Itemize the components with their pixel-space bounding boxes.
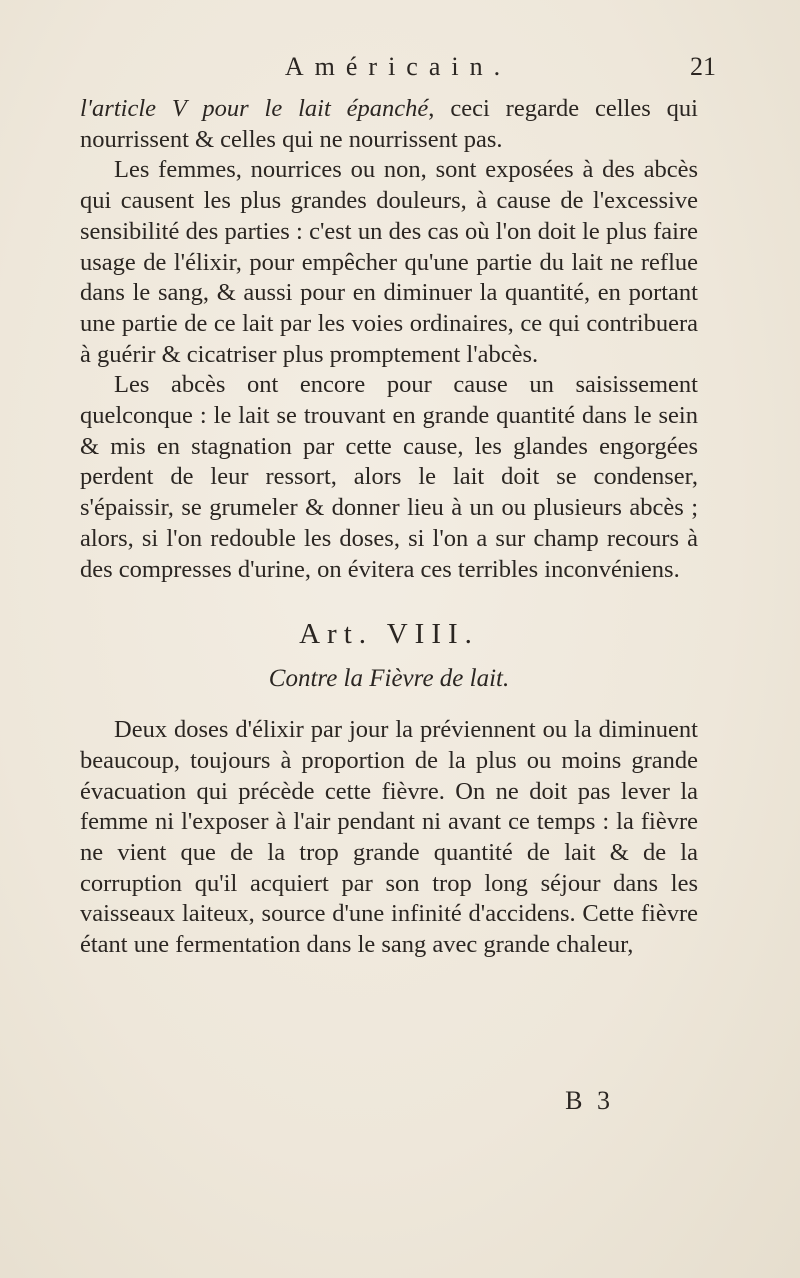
paragraph-continued-text: , ceci regarde celles qui nourrissent & celles qui ne nourrissent pas.: [80, 95, 698, 153]
paragraph-saisissement: Les abcès ont encore pour cause un saisissement quelconque : le lait se trouvant en grande quantité dans le sein & mis en stagnation par cette cause, les glandes engorgées perdent de leur ressort, alors le lait doit se condenser, s'épaissir, se grumeler & donner lieu à un ou plusieurs abcès ; alors, si l'on redouble les doses, si l'on a sur champ recours à des compresses d'urine, on évitera ces terribles inconvéniens.: [80, 371, 698, 583]
paragraph-abces: Les femmes, nourrices ou non, sont exposées à des abcès qui causent les plus grandes douleurs, à cause de l'excessive sensibilité des parties : c'est un des cas où l'on doit le plus faire usage de l'élixir, pour empêcher qu'une partie du lait ne reflue dans le sang, & aussi pour en diminuer la quantité, en portant une partie de ce lait par les voies ordinaires, ce qui contribuera à guérir & cicatriser plus promptement l'abcès.: [80, 156, 698, 368]
body-text: [80, 94, 698, 961]
paragraph-continued: [80, 94, 698, 155]
paragraph-fievre: Deux doses d'élixir par jour la préviennent ou la diminuent beaucoup, toujours à proportion de la plus ou moins grande évacuation qui précède cette fièvre. On ne doit pas lever la femme ni l'exposer à l'air pendant ni avant ce temps : la fièvre ne vient que de la trop grande quantité de lait & de la corruption qu'il acquiert par son trop long séjour dans les vaisseaux laiteux, source d'une infinité d'accidens. Cette fièvre étant une fermentation dans le sang avec grande chaleur,: [80, 716, 698, 959]
running-head: Américain.: [284, 52, 512, 81]
article-subtitle: Contre la Fièvre de lait.: [268, 665, 510, 693]
page-header: [80, 52, 716, 92]
article-reference: l'article V pour le lait épanché: [80, 95, 429, 122]
article-heading: Art. VIII.: [299, 618, 479, 651]
signature-mark: B 3: [565, 1086, 614, 1115]
page-number: 21: [690, 52, 716, 81]
